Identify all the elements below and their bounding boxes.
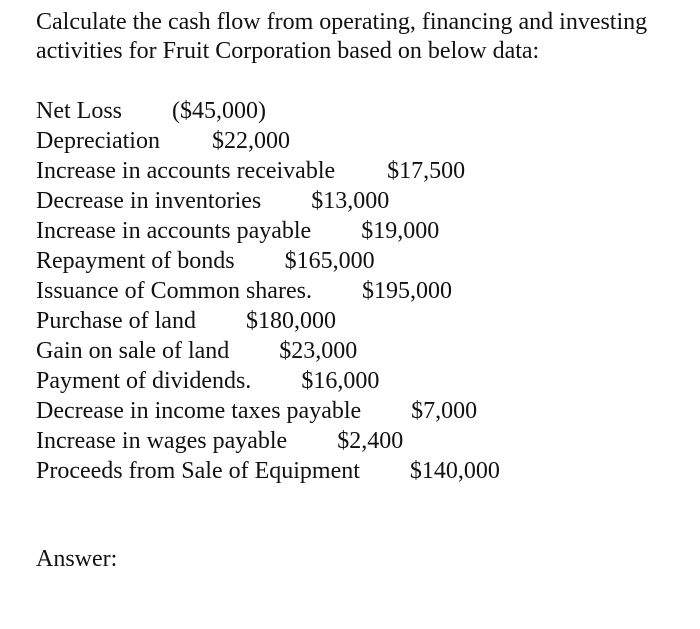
item-label: Depreciation bbox=[36, 128, 160, 154]
item-label: Increase in wages payable bbox=[36, 428, 288, 454]
data-row-depreciation bbox=[36, 126, 500, 156]
item-label: Repayment of bonds bbox=[36, 248, 235, 274]
data-row-net-loss bbox=[36, 96, 500, 126]
item-label: Increase in accounts receivable bbox=[36, 158, 336, 184]
item-value: $180,000 bbox=[245, 308, 336, 334]
item-label: Net Loss bbox=[36, 98, 122, 124]
item-value: $195,000 bbox=[361, 278, 452, 304]
item-value: $165,000 bbox=[284, 248, 375, 274]
item-value: $13,000 bbox=[311, 188, 390, 214]
item-value: $23,000 bbox=[279, 338, 358, 364]
data-row-income-taxes-payable bbox=[36, 396, 500, 426]
data-row-gain-on-sale-of-land bbox=[36, 336, 500, 366]
question-text bbox=[36, 8, 676, 66]
data-row-payment-of-dividends bbox=[36, 366, 500, 396]
item-label: Purchase of land bbox=[36, 308, 196, 334]
item-value: $7,000 bbox=[411, 398, 478, 424]
item-value: $2,400 bbox=[337, 428, 404, 454]
item-value: $22,000 bbox=[211, 128, 290, 154]
item-value: $16,000 bbox=[301, 368, 380, 394]
item-label: Decrease in income taxes payable bbox=[36, 398, 362, 424]
data-row-purchase-of-land bbox=[36, 306, 500, 336]
item-value: ($45,000) bbox=[172, 98, 266, 124]
data-row-issuance-common-shares bbox=[36, 276, 500, 306]
data-row-inventories bbox=[36, 186, 500, 216]
financial-data-list bbox=[36, 96, 500, 486]
item-label: Proceeds from Sale of Equipment bbox=[36, 458, 360, 484]
item-label: Decrease in inventories bbox=[36, 188, 262, 214]
item-label: Payment of dividends. bbox=[36, 368, 252, 394]
question-line-2: activities for Fruit Corporation based on below data: bbox=[36, 38, 540, 64]
data-row-repayment-of-bonds bbox=[36, 246, 500, 276]
data-row-wages-payable bbox=[36, 426, 500, 456]
item-label: Issuance of Common shares. bbox=[36, 278, 312, 304]
item-label: Increase in accounts payable bbox=[36, 218, 312, 244]
item-value: $140,000 bbox=[409, 458, 500, 484]
question-line-1: Calculate the cash flow from operating, financing and investing bbox=[36, 9, 648, 35]
answer-label: Answer: bbox=[36, 546, 118, 572]
data-row-accounts-payable bbox=[36, 216, 500, 246]
data-row-accounts-receivable bbox=[36, 156, 500, 186]
data-row-sale-of-equipment bbox=[36, 456, 500, 486]
item-value: $17,500 bbox=[387, 158, 466, 184]
item-value: $19,000 bbox=[361, 218, 440, 244]
item-label: Gain on sale of land bbox=[36, 338, 230, 364]
